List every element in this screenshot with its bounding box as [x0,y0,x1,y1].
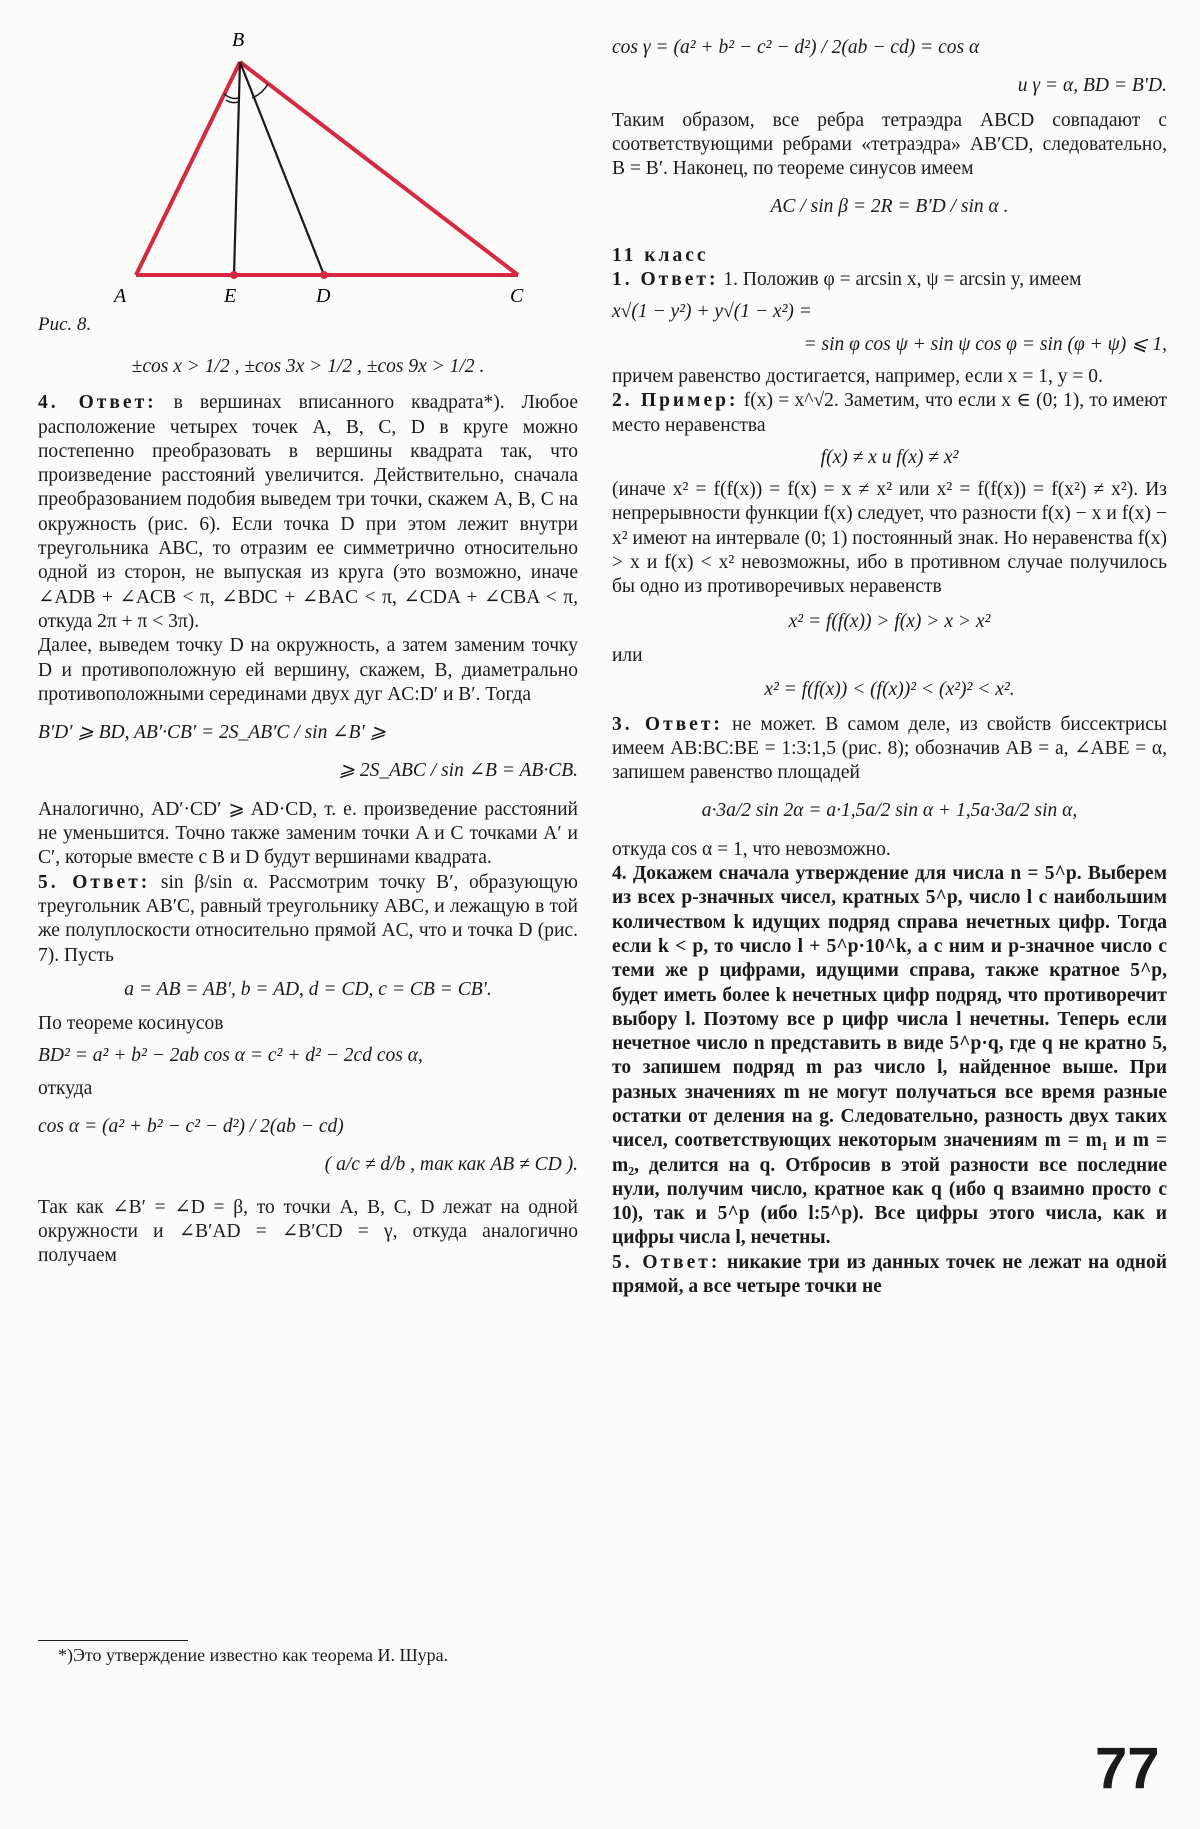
eq-abcd: a = AB = AB′, b = AD, d = CD, c = CB = CB′. [124,978,492,1000]
r-answer-3-end: откуда cos α = 1, что невозможно. [612,838,891,860]
ili: или [612,644,643,666]
left-column [38,355,578,1269]
eq-r3-areas: a·3a/2 sin 2α = a·1,5a/2 sin α + 1,5a·3a/2 sin α, [701,800,1078,822]
right-column [612,30,1167,1299]
r-answer-2-mid: (иначе x² = f(f(x)) = f(x) = x ≠ x² или x² = f(f(x)) = f(x²) ≠ x²). Из непрерывности функции f(x) следует, что разности f(x) − x и f(x) − x² имеют на интервале (0; 1) постоянный знак. Но неравенства f(x) > x и f(x) < x² невозможны, ибо в противном случае получилось бы одно из противоречивых неравенств [612,479,1167,598]
eq-r2-chain2: x² = f(f(x)) < (f(x))² < (x²)² < x². [764,679,1015,701]
answer-5 [38,871,578,968]
eq-parenthetical: ( a/c ≠ d/b , так как AB ≠ CD ). [324,1154,578,1176]
angle-arc-left-2 [226,100,238,103]
figure-caption: Рис. 8. [38,314,92,335]
label-b: B [232,29,245,51]
cos-inequalities: ±cos x > 1/2 , ±cos 3x > 1/2 , ±cos 9x > 1/2 . [131,356,485,377]
answer-4-head: 4. Ответ: [38,392,157,414]
eq-sine-theorem: AC / sin β = 2R = B′D / sin α . [770,196,1009,218]
segment-be [234,62,240,275]
eq-r1-line1: x√(1 − y²) + y√(1 − x²) = [612,301,812,323]
r-answer-3 [612,713,1167,786]
footnote: *)Это утверждение известно как теорема И. Шура. [58,1645,449,1665]
r-answer-5 [612,1251,1167,1300]
footnote-rule [38,1640,188,1641]
label-e: E [224,285,237,307]
point-d [320,271,328,279]
label-a: A [114,285,127,307]
r-answer-3-text: не может. В самом деле, из свойств биссектрисы имеем AB:BC:BE = 1:3:1,5 (рис. 8); обозначив AB = a, ∠ABE = α, запишем равенство площадей [612,713,1167,784]
r-answer-1-head: 1. Ответ: [612,269,719,291]
label-c: C [510,285,524,307]
eq-cos-gamma: cos γ = (a² + b² − c² − d²) / 2(ab − cd) = cos α [612,37,980,58]
eq-bd-squared: BD² = a² + b² − 2ab cos α = c² + d² − 2cd cos α, [38,1045,423,1067]
grade-label: 11 класс [612,244,709,266]
p-thus: Таким образом, все ребра тетраэдра ABCD совпадают с соответствующими ребрами «тетраэдра» AB′CD, следовательно, B = B′. Наконец, по теореме синусов имеем [612,109,1167,180]
eq-cos-alpha: cos α = (a² + b² − c² − d²) / 2(ab − cd) [38,1116,344,1138]
r-answer-5-head: 5. Ответ: [612,1251,721,1273]
answer-4-text: в вершинах вписанного квадрата*). Любое расположение четырех точек A, B, C, D в круге можно постепенно преобразовать в вершины квадрата так, что произведение расстояний увеличится. Действительно, сначала преобразованием подобия выведем три точки, скажем A, B, C на окружность (рис. 6). Если точка D при этом лежит внутри треугольника ABC, то отразим ее симметрично относительно одной из сторон, не выпуская из круга (это возможно, иначе ∠ADB + ∠ACB < π, ∠BDC + ∠BAC < π, ∠CDA + ∠CBA < π, откуда 2π + π < 3π). [38,392,578,632]
r-answer-5-text: никакие три из данных точек не лежат на одной прямой, а все четыре точки не [612,1251,1167,1298]
r-answer-1 [612,268,1167,292]
r-answer-2-head: 2. Пример: [612,390,739,412]
page-number: 77 [1095,1736,1160,1801]
answer-5-text: sin β/sin α. Рассмотрим точку B′, образующую треугольник AB′C, равный треугольнику ABC, и лежащую в той же полуплоскости относительно прямой AC, что и точка D (рис. 7). Пусть [38,871,578,966]
eq-r1-line2: = sin φ cos ψ + sin ψ cos φ = sin (φ + ψ) ⩽ 1, [803,333,1167,355]
triangle-figure [114,20,540,310]
eq-r2-chain1: x² = f(f(x)) > f(x) > x > x² [788,610,991,632]
label-d: D [316,285,331,307]
grade-heading [612,244,1167,268]
point-e [230,271,238,279]
r-answer-4: 4. Докажем сначала утверждение для числа n = 5^p. Выберем из всех p-значных чисел, кратных 5^p, число l с наибольшим количеством k идущих подряд справа нечетных цифр. Тогда если k < p, то число l + 5^p·10^k, а с ним и p-значное число с теми же p цифрами, идущими справа, также кратное 5^p, будет иметь более k нечетных цифр подряд, что противоречит выбору l. Поэтому все p цифр числа l нечетны. Теперь если нечетное число n представить в виде 5^p·q, где q не кратно 5, то запишем подряд m раз число l, найденное выше. При разных значениях m не могут получаться все время разные остатки от деления на g. Следовательно, разность двух таких чисел, соответствующих некоторым значениям m = m₁ и m = m₂, делится на q. Отбросив в этой разности все последние нули, получим число, кратное как q (ибо q взаимно просто с 10), так и 5^p (ибо l:5^p). Все цифры этого числа, как и цифры числа l, нечетны. [612,863,1167,1249]
r-answer-1-text: 1. Положив φ = arcsin x, ψ = arcsin y, имеем [718,269,1082,291]
eq-bd-line2: ⩾ 2S_ABC / sin ∠B = AB·CB. [338,760,578,782]
answer-5-head: 5. Ответ: [38,871,151,893]
answer-4 [38,391,578,634]
eq-gamma-alpha: и γ = α, BD = B′D. [1017,75,1167,97]
r-answer-3-head: 3. Ответ: [612,713,723,735]
eq-r2-ineq: f(x) ≠ x и f(x) ≠ x² [820,446,959,468]
figure-lines [136,62,518,279]
eq-bd-line1: B′D′ ⩾ BD, AB′·CB′ = 2S_AB′C / sin ∠B′ ⩾ [38,722,386,744]
otkuda: откуда [38,1077,93,1099]
angle-arc-left [224,94,238,99]
answer-4-cont: Далее, выведем точку D на окружность, а затем заменим точку D и противоположную ей вершину, скажем, B, диаметрально противоположными серединами двух дуг AC:D′ и B′. Тогда [38,635,578,705]
answer-5-end: Так как ∠B′ = ∠D = β, то точки A, B, C, D лежат на одной окружности и ∠B′AD = ∠B′CD = γ, откуда аналогично получаем [38,1196,578,1267]
answer-4-end: Аналогично, AD′·CD′ ⩾ AD·CD, т. е. произведение расстояний не уменьшится. Точно также заменим точки A и C точками A′ и C′, которые вместе с B и D будут вершинами квадрата. [38,798,578,869]
r-answer-2-text: f(x) = x^√2. Заметим, что если x ∈ (0; 1), то имеют место неравенства [612,390,1168,436]
cos-theorem: По теореме косинусов [38,1013,224,1035]
r-answer-2 [612,389,1167,438]
r-answer-1-end: причем равенство достигается, например, если x = 1, y = 0. [612,365,1103,387]
